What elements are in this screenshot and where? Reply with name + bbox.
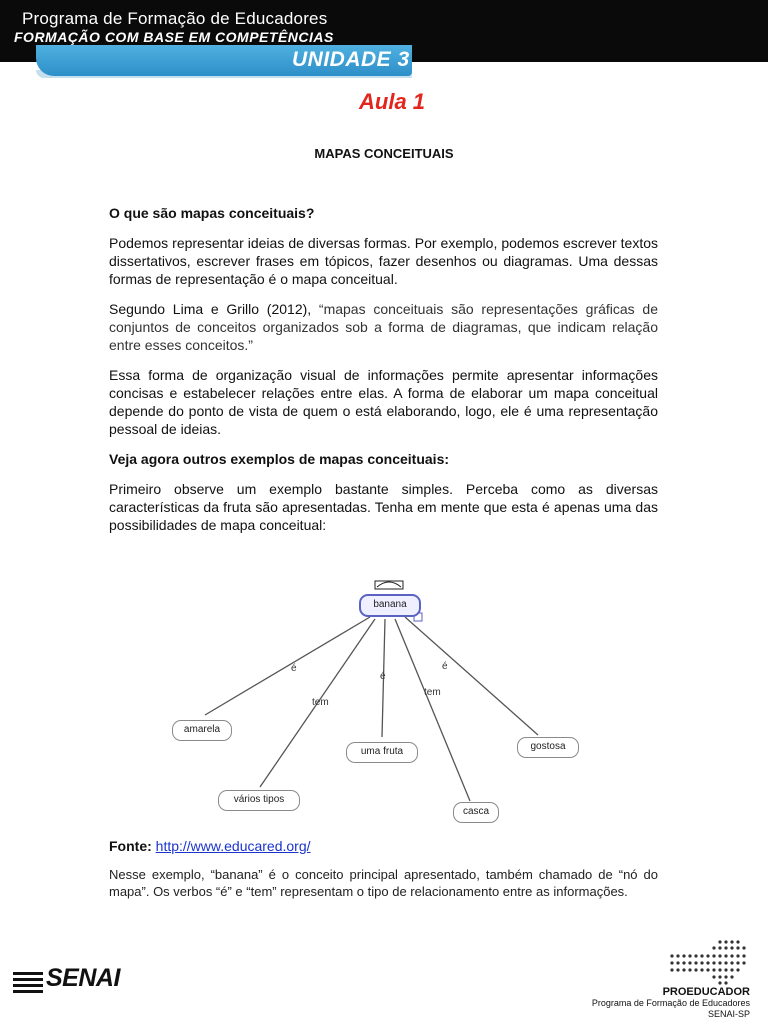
lesson-label: Aula 1 <box>359 89 426 114</box>
program-title: Programa de Formação de Educadores <box>22 9 328 28</box>
proeducador-dots-icon <box>668 938 750 986</box>
document-title: MAPAS CONCEITUAIS <box>314 146 454 161</box>
map-toolbar-arrow <box>377 582 401 587</box>
concept-node: vários tipos <box>218 790 300 811</box>
document-body <box>109 204 658 546</box>
link-label: tem <box>424 687 441 698</box>
root-node: banana <box>359 594 421 617</box>
proeducador-name: PROEDUCADOR <box>662 986 750 998</box>
citation-intro: Segundo Lima e Grillo (2012), <box>109 301 319 317</box>
senai-logo-text: SENAI <box>46 964 120 992</box>
link-label: é <box>291 663 297 674</box>
concept-node: uma fruta <box>346 742 418 763</box>
concept-node: casca <box>453 802 499 823</box>
link-label: é <box>380 671 386 682</box>
paragraph-2 <box>109 300 658 354</box>
concept-map <box>160 575 600 835</box>
program-subtitle: FORMAÇÃO COM BASE EM COMPETÊNCIAS <box>14 29 334 45</box>
explanation-paragraph: Nesse exemplo, “banana” é o conceito principal apresentado, também chamado de “nó do mapa”. Os verbos “é” e “tem” representam o tipo de relacionamento entre as informações. <box>109 867 658 899</box>
unit-label: UNIDADE 3 <box>292 48 410 71</box>
source-link[interactable]: http://www.educared.org/ <box>155 838 311 854</box>
source-line <box>109 838 311 854</box>
link-label: tem <box>312 697 329 708</box>
link-label: é <box>442 661 448 672</box>
link-line-casca <box>395 619 470 801</box>
paragraph-4: Primeiro observe um exemplo bastante simples. Perceba como as diversas características da fruta são apresentadas. Tenha em mente que esta é apenas uma das possibilidades de mapa conceitual: <box>109 481 658 533</box>
proeducador-subtitle: Programa de Formação de Educadores <box>591 998 750 1008</box>
source-label: Fonte: <box>109 838 152 854</box>
paragraph-1: Podemos representar ideias de diversas formas. Por exemplo, podemos escrever textos dissertativos, escrever frases em tópicos, fazer desenhos ou diagramas. Uma dessas formas de representação é o mapa conceitual. <box>109 235 658 287</box>
question-heading: O que são mapas conceituais? <box>109 205 315 221</box>
examples-heading: Veja agora outros exemplos de mapas conceituais: <box>109 451 450 467</box>
concept-node: amarela <box>172 720 232 741</box>
citation-quote: “mapas conceituais são representações gráficas de conjuntos de conceitos organizados sob a forma de diagramas, que indicam relação entre esses conceitos.” <box>109 301 658 353</box>
proeducador-org: SENAI-SP <box>707 1009 750 1019</box>
paragraph-3: Essa forma de organização visual de informações permite apresentar informações concisas e estabelecer relações entre elas. A forma de elaborar um mapa conceitual depende do ponto de vista de quem o está elaborando, logo, ele é uma representação pessoal de ideias. <box>109 367 658 437</box>
link-line-amarela <box>205 617 370 715</box>
concept-node: gostosa <box>517 737 579 758</box>
link-line-gostosa <box>405 617 538 735</box>
